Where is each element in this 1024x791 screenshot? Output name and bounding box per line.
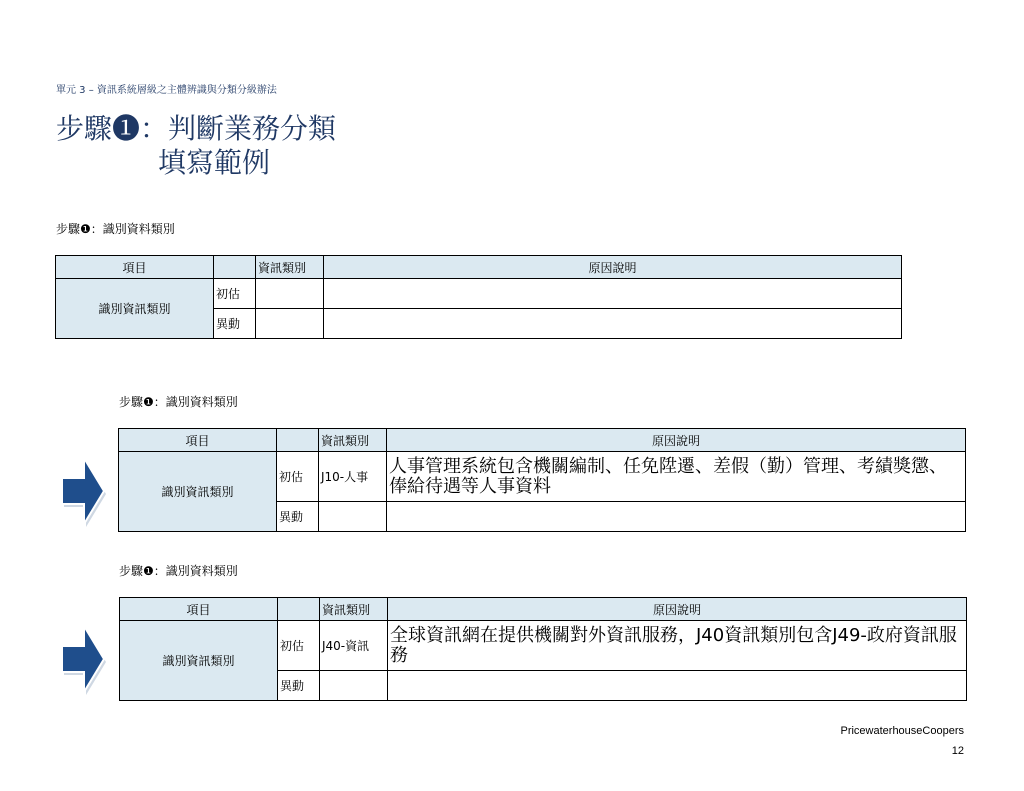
- header-category: 資訊類別: [320, 598, 388, 621]
- stage-cell: 異動: [214, 309, 256, 339]
- header-blank: [214, 256, 256, 279]
- step-label-2: 步驟❶：識別資料類別: [119, 395, 238, 409]
- reason-cell[interactable]: 人事管理系統包含機關編制、任免陞遷、差假（勤）管理、考績獎懲、俸給待遇等人事資料: [387, 452, 966, 502]
- header-reason: 原因說明: [324, 256, 902, 279]
- category-cell[interactable]: J10-人事: [319, 452, 387, 502]
- category-cell[interactable]: [256, 309, 324, 339]
- page-title: [56, 112, 336, 180]
- step-label-3: 步驟❶：識別資料類別: [119, 564, 238, 578]
- reason-cell[interactable]: [324, 309, 902, 339]
- footer-company: PricewaterhouseCoopers: [840, 725, 964, 737]
- category-cell[interactable]: [256, 279, 324, 309]
- stage-cell: 初估: [214, 279, 256, 309]
- stage-cell: 異動: [277, 502, 319, 532]
- stage-cell: 初估: [278, 621, 320, 671]
- header-item: 項目: [56, 256, 214, 279]
- header-reason: 原因說明: [387, 429, 966, 452]
- header-item: 項目: [119, 429, 277, 452]
- item-cell: 識別資訊類別: [120, 621, 278, 701]
- item-cell: 識別資訊類別: [56, 279, 214, 339]
- table-row: [119, 452, 966, 502]
- reason-cell[interactable]: [387, 502, 966, 532]
- reason-cell[interactable]: [388, 671, 967, 701]
- table-header-row: [119, 429, 966, 452]
- header-blank: [277, 429, 319, 452]
- right-arrow-icon: [58, 622, 108, 696]
- table-row: [120, 621, 967, 671]
- table-header-row: [120, 598, 967, 621]
- page-number: 12: [951, 745, 964, 757]
- header-category: 資訊類別: [319, 429, 387, 452]
- category-cell[interactable]: [320, 671, 388, 701]
- step-label-1: 步驟❶：識別資料類別: [56, 222, 175, 236]
- reason-cell[interactable]: [324, 279, 902, 309]
- title-line-1: 步驟❶：判斷業務分類: [56, 112, 337, 145]
- title-line-2: 填寫範例: [158, 146, 271, 179]
- category-table-3: [119, 597, 967, 701]
- category-table-2: [118, 428, 966, 532]
- header-category: 資訊類別: [256, 256, 324, 279]
- header-reason: 原因說明: [388, 598, 967, 621]
- item-cell: 識別資訊類別: [119, 452, 277, 532]
- right-arrow-icon: [58, 454, 108, 528]
- table-row: [56, 279, 902, 309]
- category-cell[interactable]: [319, 502, 387, 532]
- category-table-1: [55, 255, 902, 339]
- category-cell[interactable]: J40-資訊: [320, 621, 388, 671]
- stage-cell: 初估: [277, 452, 319, 502]
- unit-header: 單元 3 – 資訊系統層級之主體辨識與分類分級辦法: [56, 85, 277, 96]
- header-blank: [278, 598, 320, 621]
- header-item: 項目: [120, 598, 278, 621]
- table-header-row: [56, 256, 902, 279]
- stage-cell: 異動: [278, 671, 320, 701]
- reason-cell[interactable]: 全球資訊網在提供機關對外資訊服務，J40資訊類別包含J49-政府資訊服務: [388, 621, 967, 671]
